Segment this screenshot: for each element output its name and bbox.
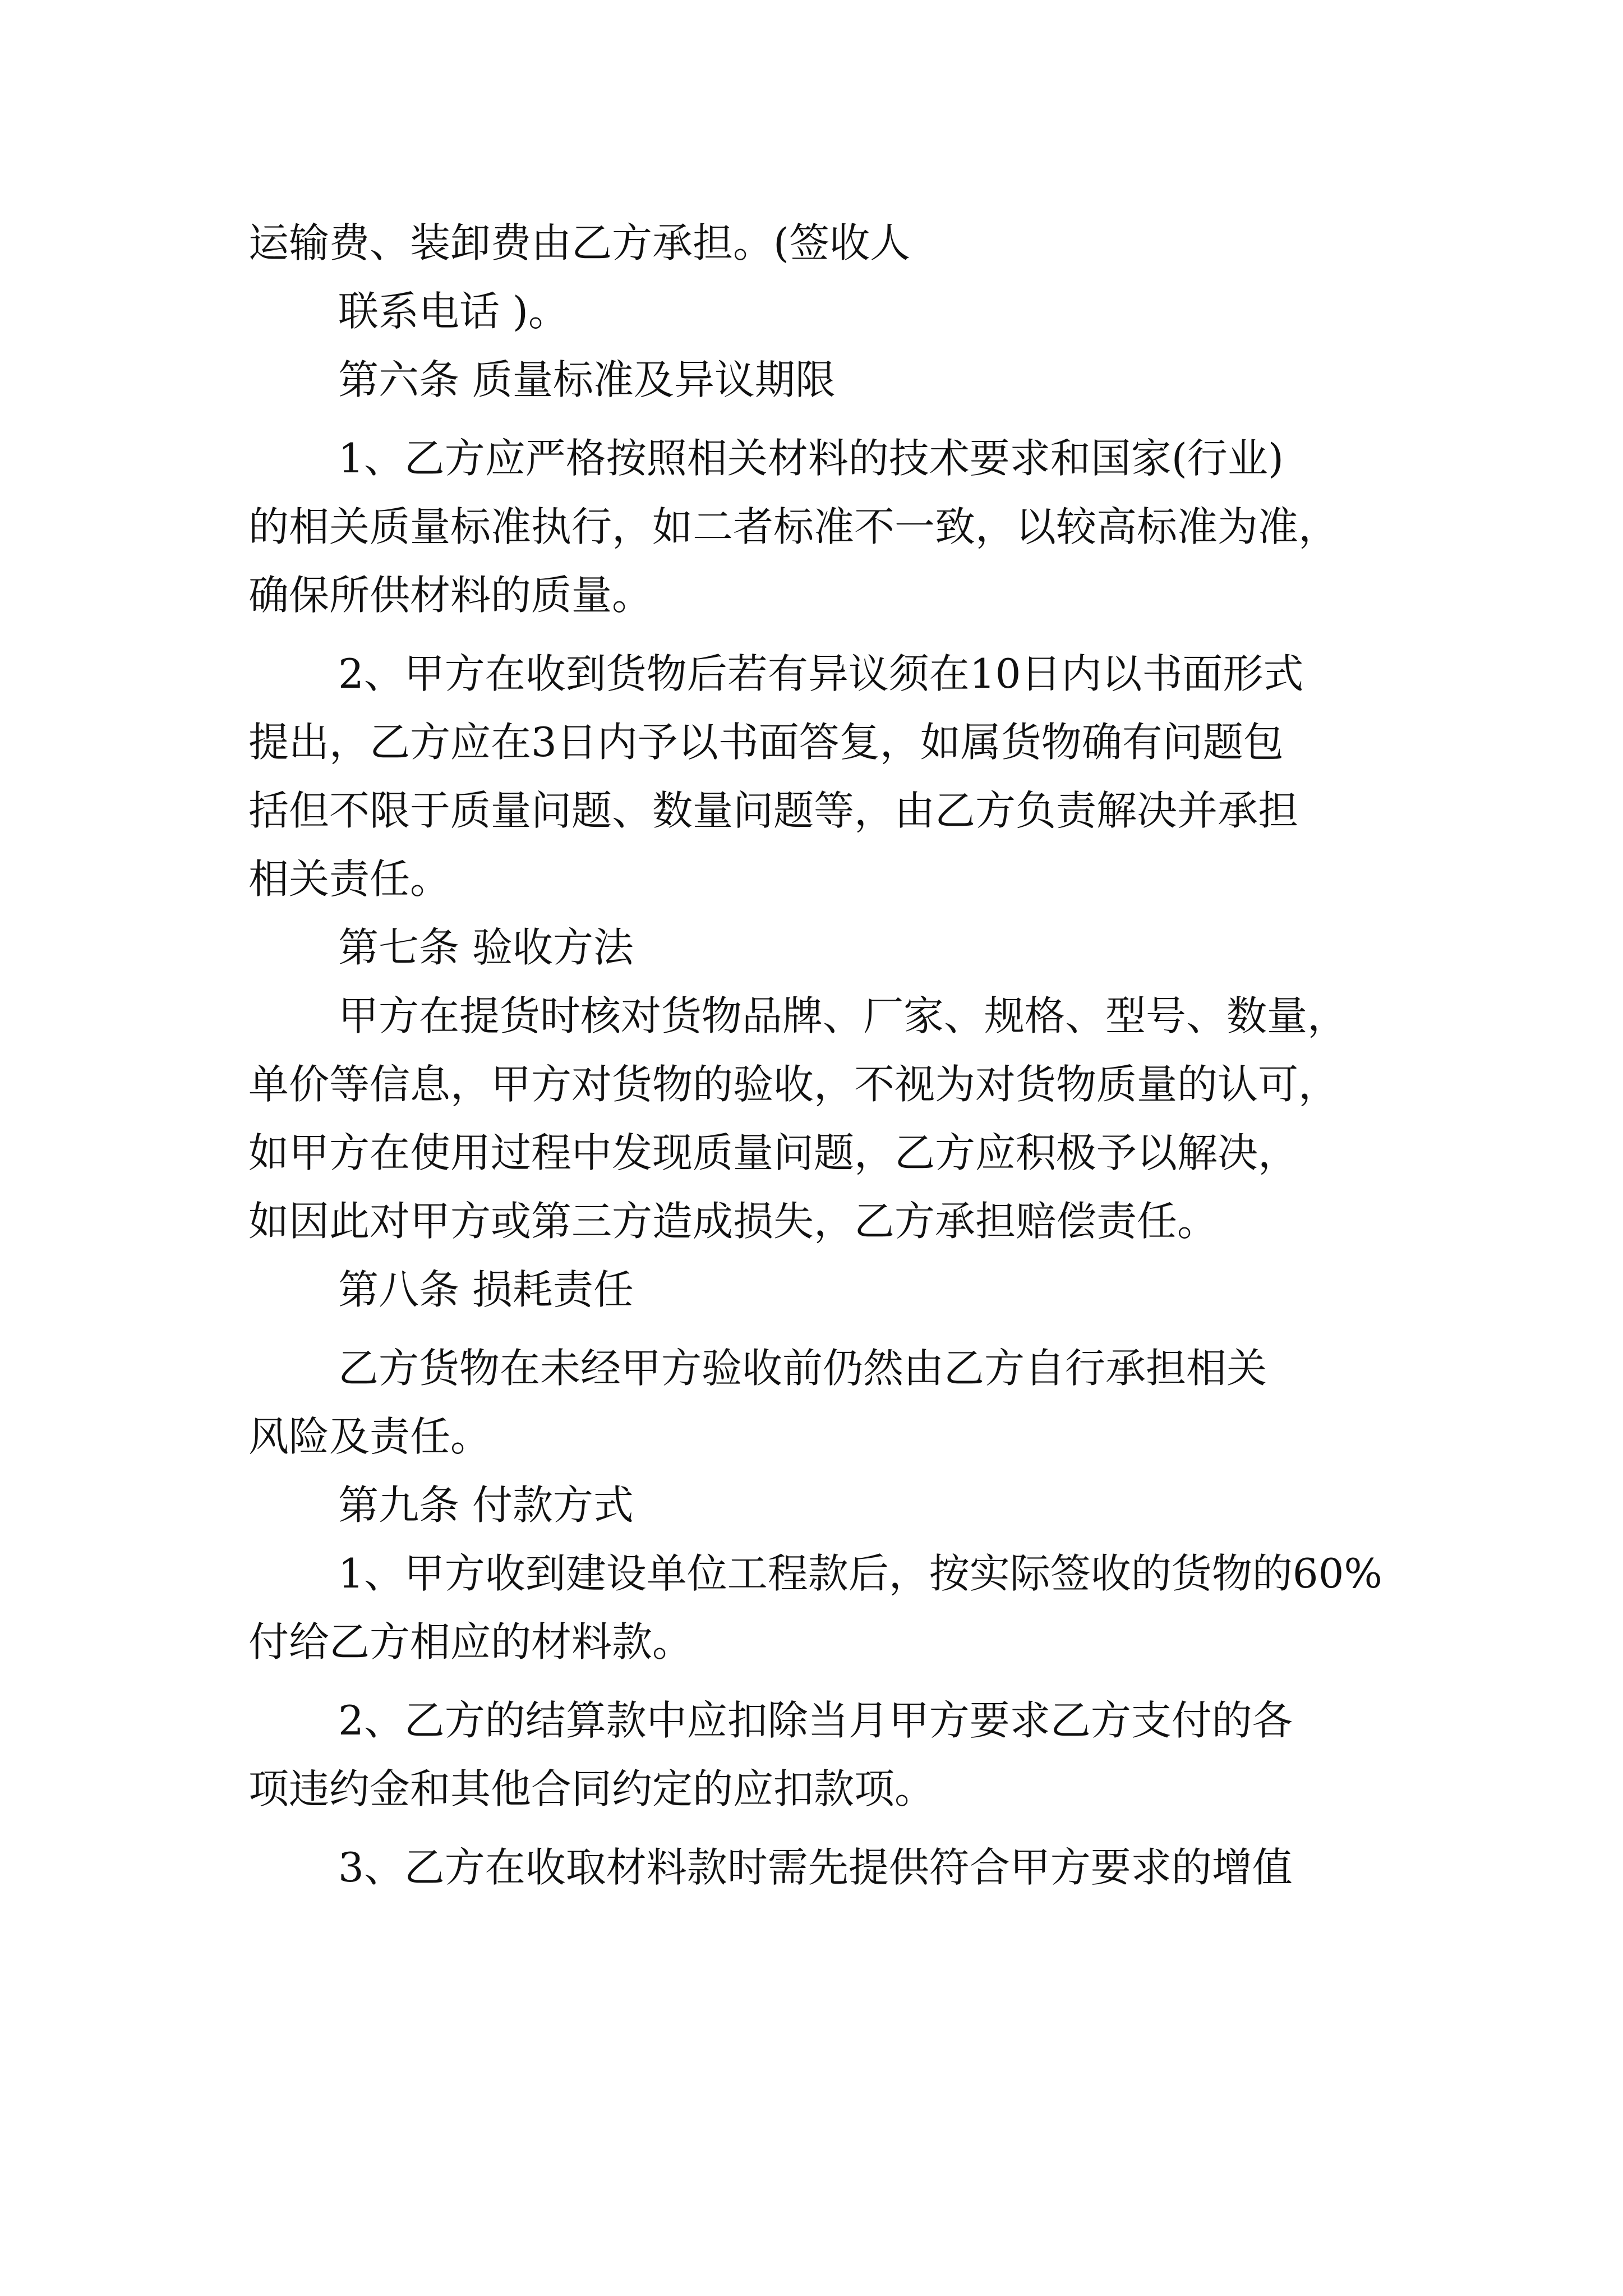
text-line-12: 甲方在提货时核对货物品牌、厂家、规格、型号、数量，: [338, 992, 1348, 1039]
text-line-5: 的相关质量标准执行，如二者标准不一致，以较高标准为准，: [248, 503, 1339, 550]
document-body: [248, 209, 1381, 1902]
text-line-7: 2、甲方在收到货物后若有异议须在10日内以书面形式: [338, 650, 1304, 697]
text-line-14: 如甲方在使用过程中发现质量问题，乙方应积极予以解决，: [248, 1129, 1299, 1176]
text-line-4: 1、乙方应严格按照相关材料的技术要求和国家(行业): [338, 435, 1284, 482]
text-line-10: 相关责任。: [248, 855, 451, 903]
text-line-13: 单价等信息，甲方对货物的验收，不视为对货物质量的认可，: [248, 1061, 1339, 1108]
text-line-17: 乙方货物在未经甲方验收前仍然由乙方自行承担相关: [338, 1345, 1267, 1392]
text-line-9: 括但不限于质量问题、数量问题等，由乙方负责解决并承担: [248, 787, 1299, 834]
text-line-22: 2、乙方的结算款中应扣除当月甲方要求乙方支付的各: [338, 1697, 1293, 1744]
text-line-18: 风险及责任。: [248, 1413, 491, 1460]
text-line-2: 联系电话 )。: [338, 288, 569, 335]
text-line-15: 如因此对甲方或第三方造成损失，乙方承担赔偿责任。: [248, 1198, 1218, 1245]
text-line-20: 1、甲方收到建设单位工程款后，按实际签收的货物的60%: [338, 1550, 1382, 1597]
section-heading-article-8: 第八条 损耗责任: [338, 1266, 634, 1313]
text-line-23: 项违约金和其他合同约定的应扣款项。: [248, 1765, 935, 1812]
text-line-24: 3、乙方在收取材料款时需先提供符合甲方要求的增值: [338, 1844, 1293, 1891]
section-heading-article-7: 第七条 验收方法: [338, 924, 634, 971]
text-line-8: 提出，乙方应在3日内予以书面答复，如属货物确有问题包: [248, 719, 1284, 766]
text-line-1: 运输费、装卸费由乙方承担。(签收人: [248, 219, 911, 266]
section-heading-article-6: 第六条 质量标准及异议期限: [338, 356, 836, 403]
section-heading-article-9: 第九条 付款方式: [338, 1481, 634, 1529]
text-line-21: 付给乙方相应的材料款。: [248, 1618, 693, 1665]
text-line-6: 确保所供材料的质量。: [248, 572, 653, 619]
